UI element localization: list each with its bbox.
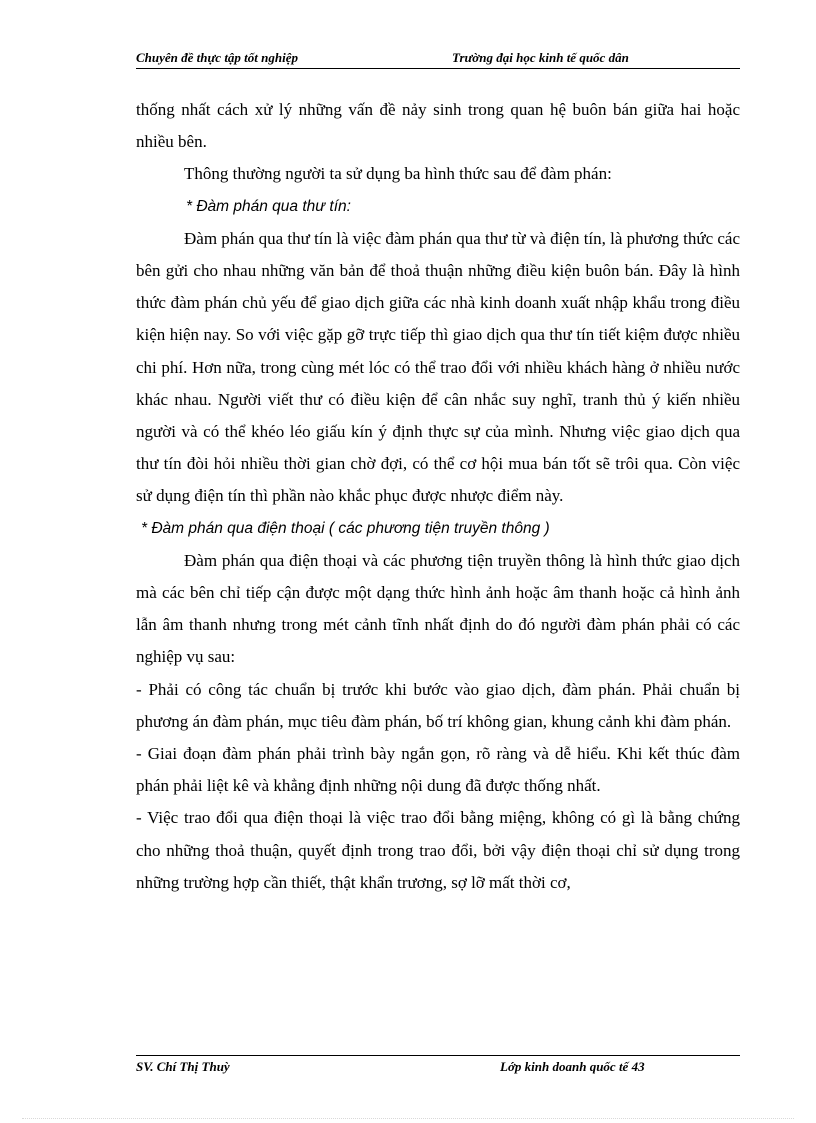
footer-rule [136, 1055, 740, 1056]
page-header [136, 50, 740, 68]
subheading-letter-negotiation: * Đàm phán qua thư tín: [186, 197, 351, 215]
subheading-phone-negotiation: * Đàm phán qua điện thoại ( các phương tiện truyền thông ) [141, 519, 550, 537]
paragraph-intro: Thông thường người ta sử dụng ba hình thức sau để đàm phán: [184, 164, 612, 184]
paragraph-phone-negotiation: Đàm phán qua điện thoại và các phương tiện truyền thông là hình thức giao dịch mà các bên chỉ tiếp cận được một dạng thức hình ảnh hoặc âm thanh hoặc cả hình ảnh lẫn âm thanh nhưng trong mét cảnh tĩnh nhất định do đó người đàm phán phải có các nghiệp vụ sau: [136, 550, 740, 667]
bullet-verbal-exchange: - Việc trao đổi qua điện thoại là việc trao đổi bằng miệng, không có gì là bằng chứng cho những thoả thuận, quyết định trong trao đổi, bởi vậy điện thoại chỉ sử dụng trong những trường hợp cần thiết, thật khẩn trương, sợ lỡ mất thời cơ, [136, 808, 740, 892]
bullet-preparation: - Phải có công tác chuẩn bị trước khi bước vào giao dịch, đàm phán. Phải chuẩn bị phương án đàm phán, mục tiêu đàm phán, bố trí không gian, khung cảnh khi đàm phán. [136, 679, 740, 731]
footer-left-text: SV. Chí Thị Thuỳ [136, 1059, 230, 1074]
header-left-text: Chuyên đề thực tập tốt nghiệp [136, 50, 298, 65]
paragraph-letter-negotiation: Đàm phán qua thư tín là việc đàm phán qua thư từ và điện tín, là phương thức các bên gửi cho nhau những văn bản để thoả thuận những điều kiện buôn bán. Đây là hình thức đàm phán chủ yếu để giao dịch giữa các nhà kinh doanh xuất nhập khẩu trong điều kiện hiện nay. So với việc gặp gỡ trực tiếp thì giao dịch qua thư tín tiết kiệm được nhiều chi phí. Hơn nữa, trong cùng mét lóc có thể trao đổi với nhiều khách hàng ở nhiều nước khác nhau. Người viết thư có điều kiện để cân nhắc suy nghĩ, tranh thủ ý kiến nhiều người và có thể khéo léo giấu kín ý định thực sự của mình. Nhưng việc giao dịch qua thư tín đòi hỏi nhiều thời gian chờ đợi, có thể cơ hội mua bán tốt sẽ trôi qua. Còn việc sử dụng điện tín thì phần nào khắc phục được nhược điểm này. [136, 228, 740, 506]
bullet-presentation: - Giai đoạn đàm phán phải trình bày ngắn gọn, rõ ràng và dễ hiểu. Khi kết thúc đàm phán phải liệt kê và khẳng định những nội dung đã được thống nhất. [136, 744, 740, 796]
footer-right-text: Lớp kinh doanh quốc tế 43 [500, 1059, 645, 1074]
page-footer [136, 1059, 740, 1077]
page-edge-divider [22, 1118, 794, 1119]
document-body [136, 94, 740, 899]
header-right-text: Trường đại học kinh tế quốc dân [452, 50, 629, 65]
header-rule [136, 68, 740, 69]
paragraph-continuation: thống nhất cách xử lý những vấn đề nảy sinh trong quan hệ buôn bán giữa hai hoặc nhiều bên. [136, 100, 740, 152]
